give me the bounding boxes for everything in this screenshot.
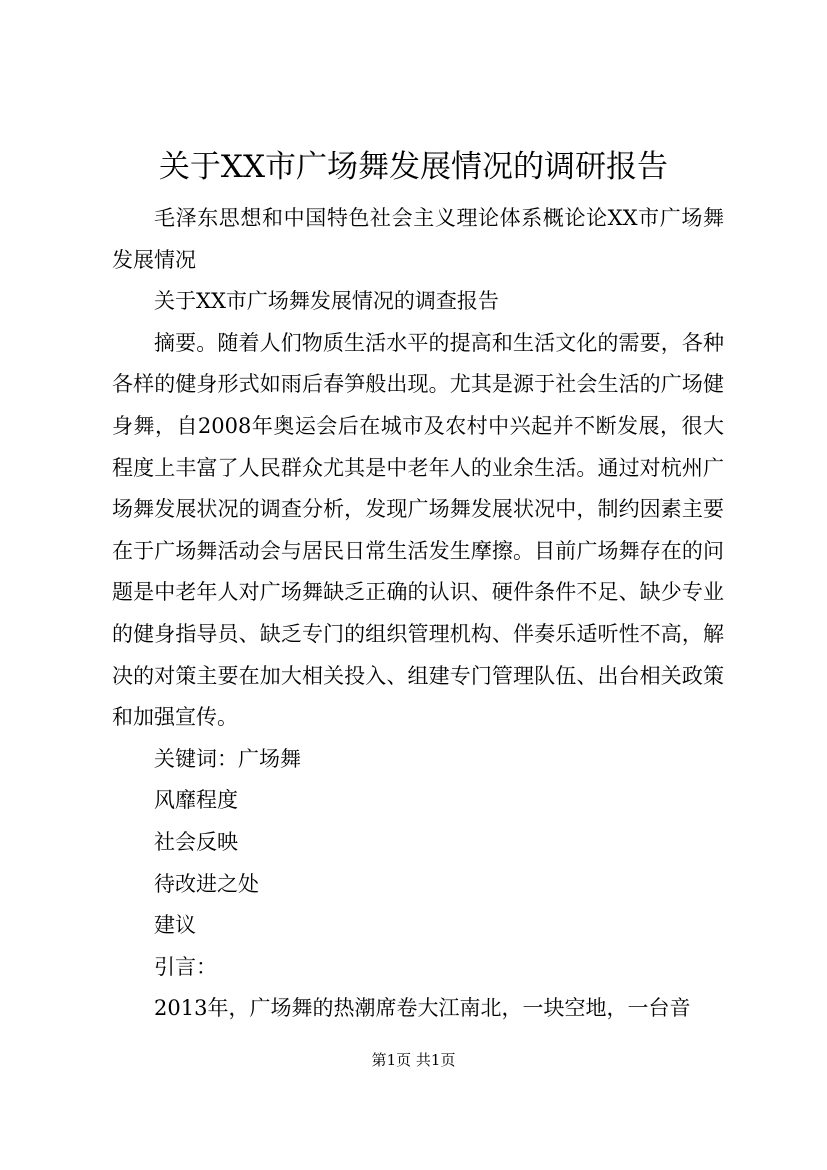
footer-page-suffix: 页 xyxy=(440,1051,456,1069)
keyword-item: 建议 xyxy=(154,913,196,938)
keyword-item: 待改进之处 xyxy=(154,871,259,896)
intro-label: 引言： xyxy=(154,954,217,979)
document-body xyxy=(112,198,724,1030)
report-heading-paragraph: 关于XX市广场舞发展情况的调查报告 xyxy=(154,289,499,314)
footer-page-middle: 页 共 xyxy=(396,1051,431,1069)
abstract-paragraph: 摘要。随着人们物质生活水平的提高和生活文化的需要，各种各样的健身形式如雨后春笋般出现。尤其是源于社会生活的广场健身舞，自2008年奥运会后在城市及农村中兴起并不断发展，很大程度上丰富了人民群众尤其是中老年人的业余生活。通过对杭州广场舞发展状况的调查分析，发现广场舞发展状况中，制约因素主要在于广场舞活动会与居民日常生活发生摩擦。目前广场舞存在的问题是中老年人对广场舞缺乏正确的认识、硬件条件不足、缺少专业的健身指导员、缺乏专门的组织管理机构、伴奏乐适听性不高，解决的对策主要在加大相关投入、组建专门管理队伍、出台相关政策和加强宣传。 xyxy=(112,330,724,730)
subtitle-paragraph: 毛泽东思想和中国特色社会主义理论体系概论论XX市广场舞发展情况 xyxy=(112,206,724,272)
footer-page-prefix: 第 xyxy=(371,1051,387,1069)
page-footer xyxy=(0,1049,827,1071)
keyword-item: 风靡程度 xyxy=(154,788,238,813)
keywords-label: 关键词：广场舞 xyxy=(154,746,301,771)
keyword-item: 社会反映 xyxy=(154,829,238,854)
intro-paragraph: 2013年，广场舞的热潮席卷大江南北，一块空地，一台音 xyxy=(154,996,691,1021)
document-title: 关于XX市广场舞发展情况的调研报告 xyxy=(158,149,669,185)
footer-page-total: 1 xyxy=(430,1051,441,1069)
footer-page-number: 1 xyxy=(386,1051,397,1069)
